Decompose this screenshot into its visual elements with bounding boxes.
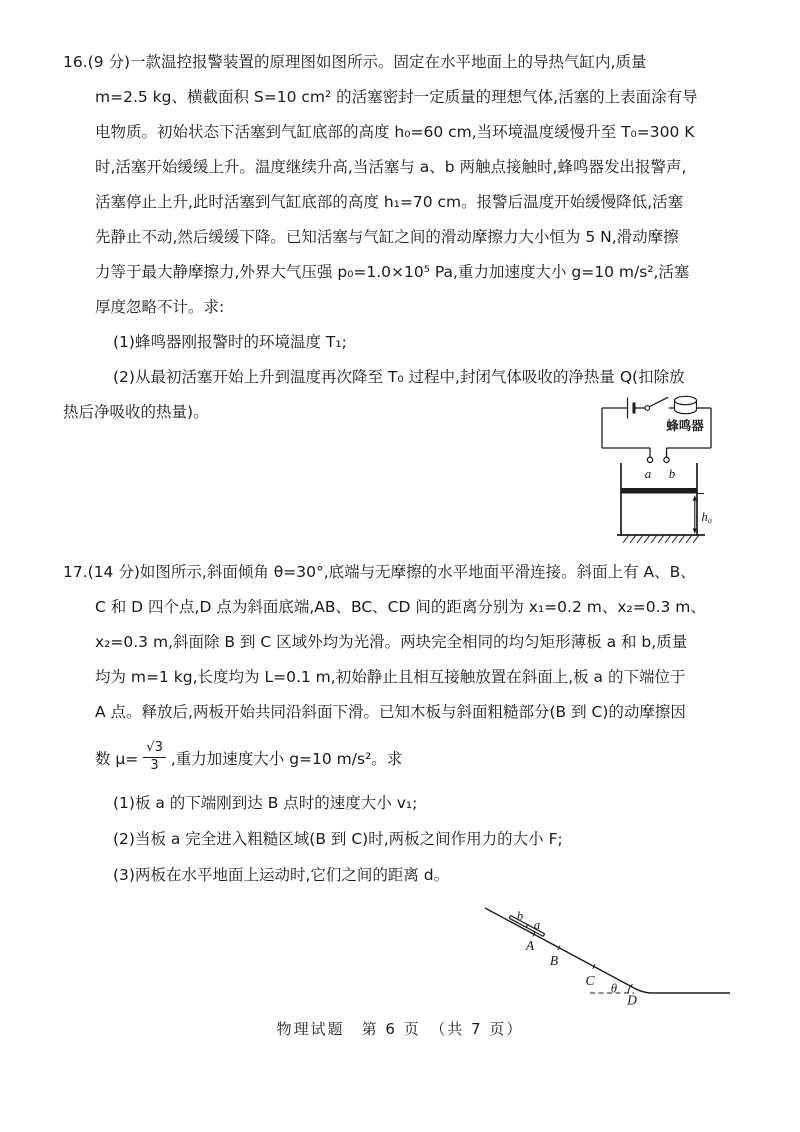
board-a-label: a <box>533 918 541 932</box>
p17-figure-incline <box>462 893 737 1018</box>
angle-label: θ <box>610 981 618 996</box>
p17-line-2: C 和 D 四个点,D 点为斜面底端,AB、BC、CD 间的距离分别为 x₁=0.2 m、x₂=0.3 m、 <box>95 598 706 616</box>
p17-line-4: 均为 m=1 kg,长度均为 L=0.1 m,初始静止且相互接触放置在斜面上,板 a 的下端位于 <box>95 668 686 686</box>
p16-line-3: 电物质。初始状态下活塞到气缸底部的高度 h₀=60 cm,当环境温度缓慢升至 T₀=300 K <box>95 123 695 141</box>
mu-line-suffix: ,重力加速度大小 g=10 m/s²。求 <box>170 749 403 768</box>
height-label: h₀ <box>701 510 713 524</box>
p16-line-8: 厚度忽略不计。求: <box>95 298 225 316</box>
point-b-label: B <box>549 953 559 968</box>
p16-sub-2: (2)从最初活塞开始上升到温度再次降至 T₀ 过程中,封闭气体吸收的净热量 Q(扣除放 <box>113 368 685 386</box>
piston <box>621 488 697 494</box>
buzzer-icon <box>675 396 697 413</box>
p17-line-1: 17.(14 分)如图所示,斜面倾角 θ=30°,底端与无摩擦的水平地面平滑连接。斜面上有 A、B、 <box>63 563 696 581</box>
p17-mu-line <box>63 730 755 785</box>
p17-line-3: x₂=0.3 m,斜面除 B 到 C 区域外均为光滑。两块完全相同的均匀矩形薄板 a 和 b,质量 <box>95 633 688 651</box>
page-footer: 物理试题 第 6 页 （共 7 页） <box>276 1020 524 1038</box>
contact-a <box>647 457 652 462</box>
p17-line-5: A 点。释放后,两板开始共同沿斜面下滑。已知木板与斜面粗糙部分(B 到 C)的动摩擦因 <box>95 703 686 721</box>
contact-a-label: a <box>644 466 652 481</box>
problem-17 <box>63 555 755 893</box>
p17-sub-2: (2)当板 a 完全进入粗糙区域(B 到 C)时,两板之间作用力的大小 F; <box>113 830 563 848</box>
p16-sub-2-cont: 热后净吸收的热量)。 <box>63 403 209 421</box>
cylinder-walls <box>621 463 697 535</box>
board-divider <box>526 925 527 928</box>
buzzer-label: 蜂鸣器 <box>666 418 704 433</box>
contact-points <box>647 457 669 462</box>
p16-line-7: 力等于最大静摩擦力,外界大气压强 p₀=1.0×10⁵ Pa,重力加速度大小 g=10 m/s²,活塞 <box>95 263 690 281</box>
ground-hatching <box>623 535 699 543</box>
p16-line-4: 时,活塞开始缓缓上升。温度继续升高,当活塞与 a、b 两触点接触时,蜂鸣器发出报警声, <box>95 158 687 176</box>
mu-line-prefix: 数 μ= <box>95 749 139 768</box>
p16-figure-alarm-device <box>583 388 748 550</box>
p16-line-5: 活塞停止上升,此时活塞到气缸底部的高度 h₁=70 cm。报警后温度开始缓慢降低,活塞 <box>95 193 684 211</box>
p16-line-2: m=2.5 kg、横截面积 S=10 cm² 的活塞密封一定质量的理想气体,活塞的上表面涂有导 <box>95 88 698 106</box>
p16-line-1: 16.(9 分)一款温控报警装置的原理图如图所示。固定在水平地面上的导热气缸内,质量 <box>63 53 647 71</box>
p17-sub-1: (1)板 a 的下端刚到达 B 点时的速度大小 v₁; <box>113 794 418 812</box>
switch-icon <box>645 397 668 410</box>
p17-sub-3: (3)两板在水平地面上运动时,它们之间的距离 d。 <box>113 866 450 884</box>
point-d-label: D <box>627 992 637 1008</box>
board-b-label: b <box>516 909 524 923</box>
p16-sub-1: (1)蜂鸣器刚报警时的环境温度 T₁; <box>113 333 347 351</box>
point-c-label: C <box>585 973 595 988</box>
contact-b-label: b <box>668 466 676 481</box>
battery-icon <box>628 398 635 419</box>
point-a-label: A <box>525 938 535 953</box>
contact-b <box>664 457 669 462</box>
problem-16 <box>63 45 755 430</box>
p16-line-6: 先静止不动,然后缓缓下降。已知活塞与气缸之间的滑动摩擦力大小恒为 5 N,滑动摩擦 <box>95 228 679 246</box>
mu-fraction <box>143 741 166 774</box>
mu-fraction-denominator: 3 <box>150 758 159 773</box>
mu-fraction-numerator: √3 <box>143 741 166 758</box>
